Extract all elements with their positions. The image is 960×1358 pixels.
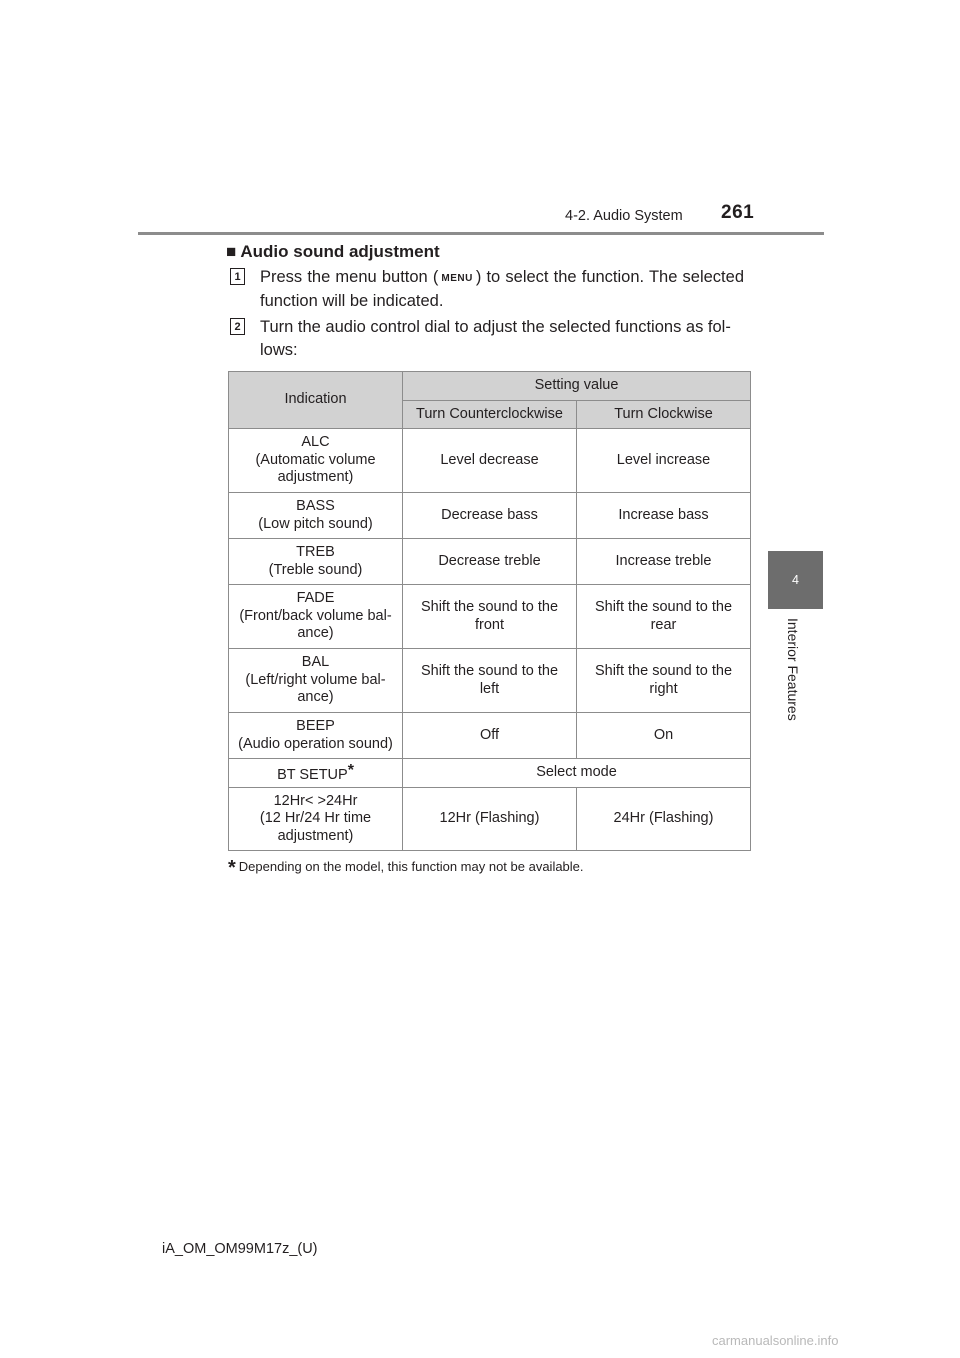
ccw-cell: Shift the sound to the left	[403, 649, 577, 713]
indication-cell: 12Hr< >24Hr (12 Hr/24 Hr time adjustment)	[229, 788, 403, 851]
step-1-text-after: ) to select the function. The selected function will be indicated.	[260, 268, 744, 310]
step-1-text-before: Press the menu button (	[260, 268, 439, 286]
audio-settings-table	[228, 371, 751, 851]
document-code: iA_OM_OM99M17z_(U)	[162, 1241, 318, 1257]
cw-cell: 24Hr (Flashing)	[577, 788, 751, 851]
step-1-text	[260, 266, 744, 313]
footnote-text: Depending on the model, this function may not be available.	[238, 859, 584, 874]
table-footnote	[228, 857, 584, 880]
header-counterclockwise: Turn Counterclockwise	[403, 401, 577, 429]
ccw-cell: Decrease bass	[403, 493, 577, 539]
cw-cell: Increase treble	[577, 539, 751, 585]
step-number-2: 2	[230, 318, 245, 335]
indication-cell: BAL (Left/right volume bal- ance)	[229, 649, 403, 713]
section-title: 4-2. Audio System	[565, 208, 683, 224]
heading-title: Audio sound adjustment	[240, 242, 440, 261]
table-row	[229, 759, 751, 788]
table-row	[229, 539, 751, 585]
cw-cell: On	[577, 713, 751, 759]
table-row	[229, 713, 751, 759]
table-row	[229, 493, 751, 539]
indication-cell: BASS (Low pitch sound)	[229, 493, 403, 539]
indication-cell: TREB (Treble sound)	[229, 539, 403, 585]
indication-cell: BEEP (Audio operation sound)	[229, 713, 403, 759]
cw-cell: Shift the sound to the rear	[577, 585, 751, 649]
indication-cell: BT SETUP*	[229, 759, 403, 788]
ccw-cell: Off	[403, 713, 577, 759]
table-row	[229, 429, 751, 493]
chapter-title: Interior Features	[785, 618, 801, 721]
step-2-text: Turn the audio control dial to adjust the selected functions as fol-lows:	[260, 318, 731, 359]
ccw-cell: Level decrease	[403, 429, 577, 493]
footnote-star-icon: *	[228, 857, 236, 879]
chapter-number: 4	[792, 573, 799, 587]
menu-button-icon: MENU	[441, 273, 473, 284]
table-row	[229, 585, 751, 649]
merged-setting-cell: Select mode	[403, 759, 751, 788]
ccw-cell: Shift the sound to the front	[403, 585, 577, 649]
header-setting-value: Setting value	[403, 372, 751, 401]
header-divider	[138, 232, 824, 235]
cw-cell: Increase bass	[577, 493, 751, 539]
cw-cell: Shift the sound to the right	[577, 649, 751, 713]
indication-cell: ALC (Automatic volume adjustment)	[229, 429, 403, 493]
footnote-star-icon: *	[347, 761, 354, 779]
table-row	[229, 649, 751, 713]
cw-cell: Level increase	[577, 429, 751, 493]
heading-bullet: ■	[226, 242, 237, 261]
ccw-cell: Decrease treble	[403, 539, 577, 585]
header-indication: Indication	[229, 372, 403, 429]
chapter-title-vertical	[783, 618, 801, 728]
watermark: carmanualsonline.info	[712, 1333, 839, 1348]
step-number-1: 1	[230, 268, 245, 285]
indication-cell: FADE (Front/back volume bal- ance)	[229, 585, 403, 649]
section-heading	[226, 242, 440, 262]
page-number: 261	[721, 202, 755, 223]
table-row	[229, 788, 751, 851]
ccw-cell: 12Hr (Flashing)	[403, 788, 577, 851]
header-clockwise: Turn Clockwise	[577, 401, 751, 429]
